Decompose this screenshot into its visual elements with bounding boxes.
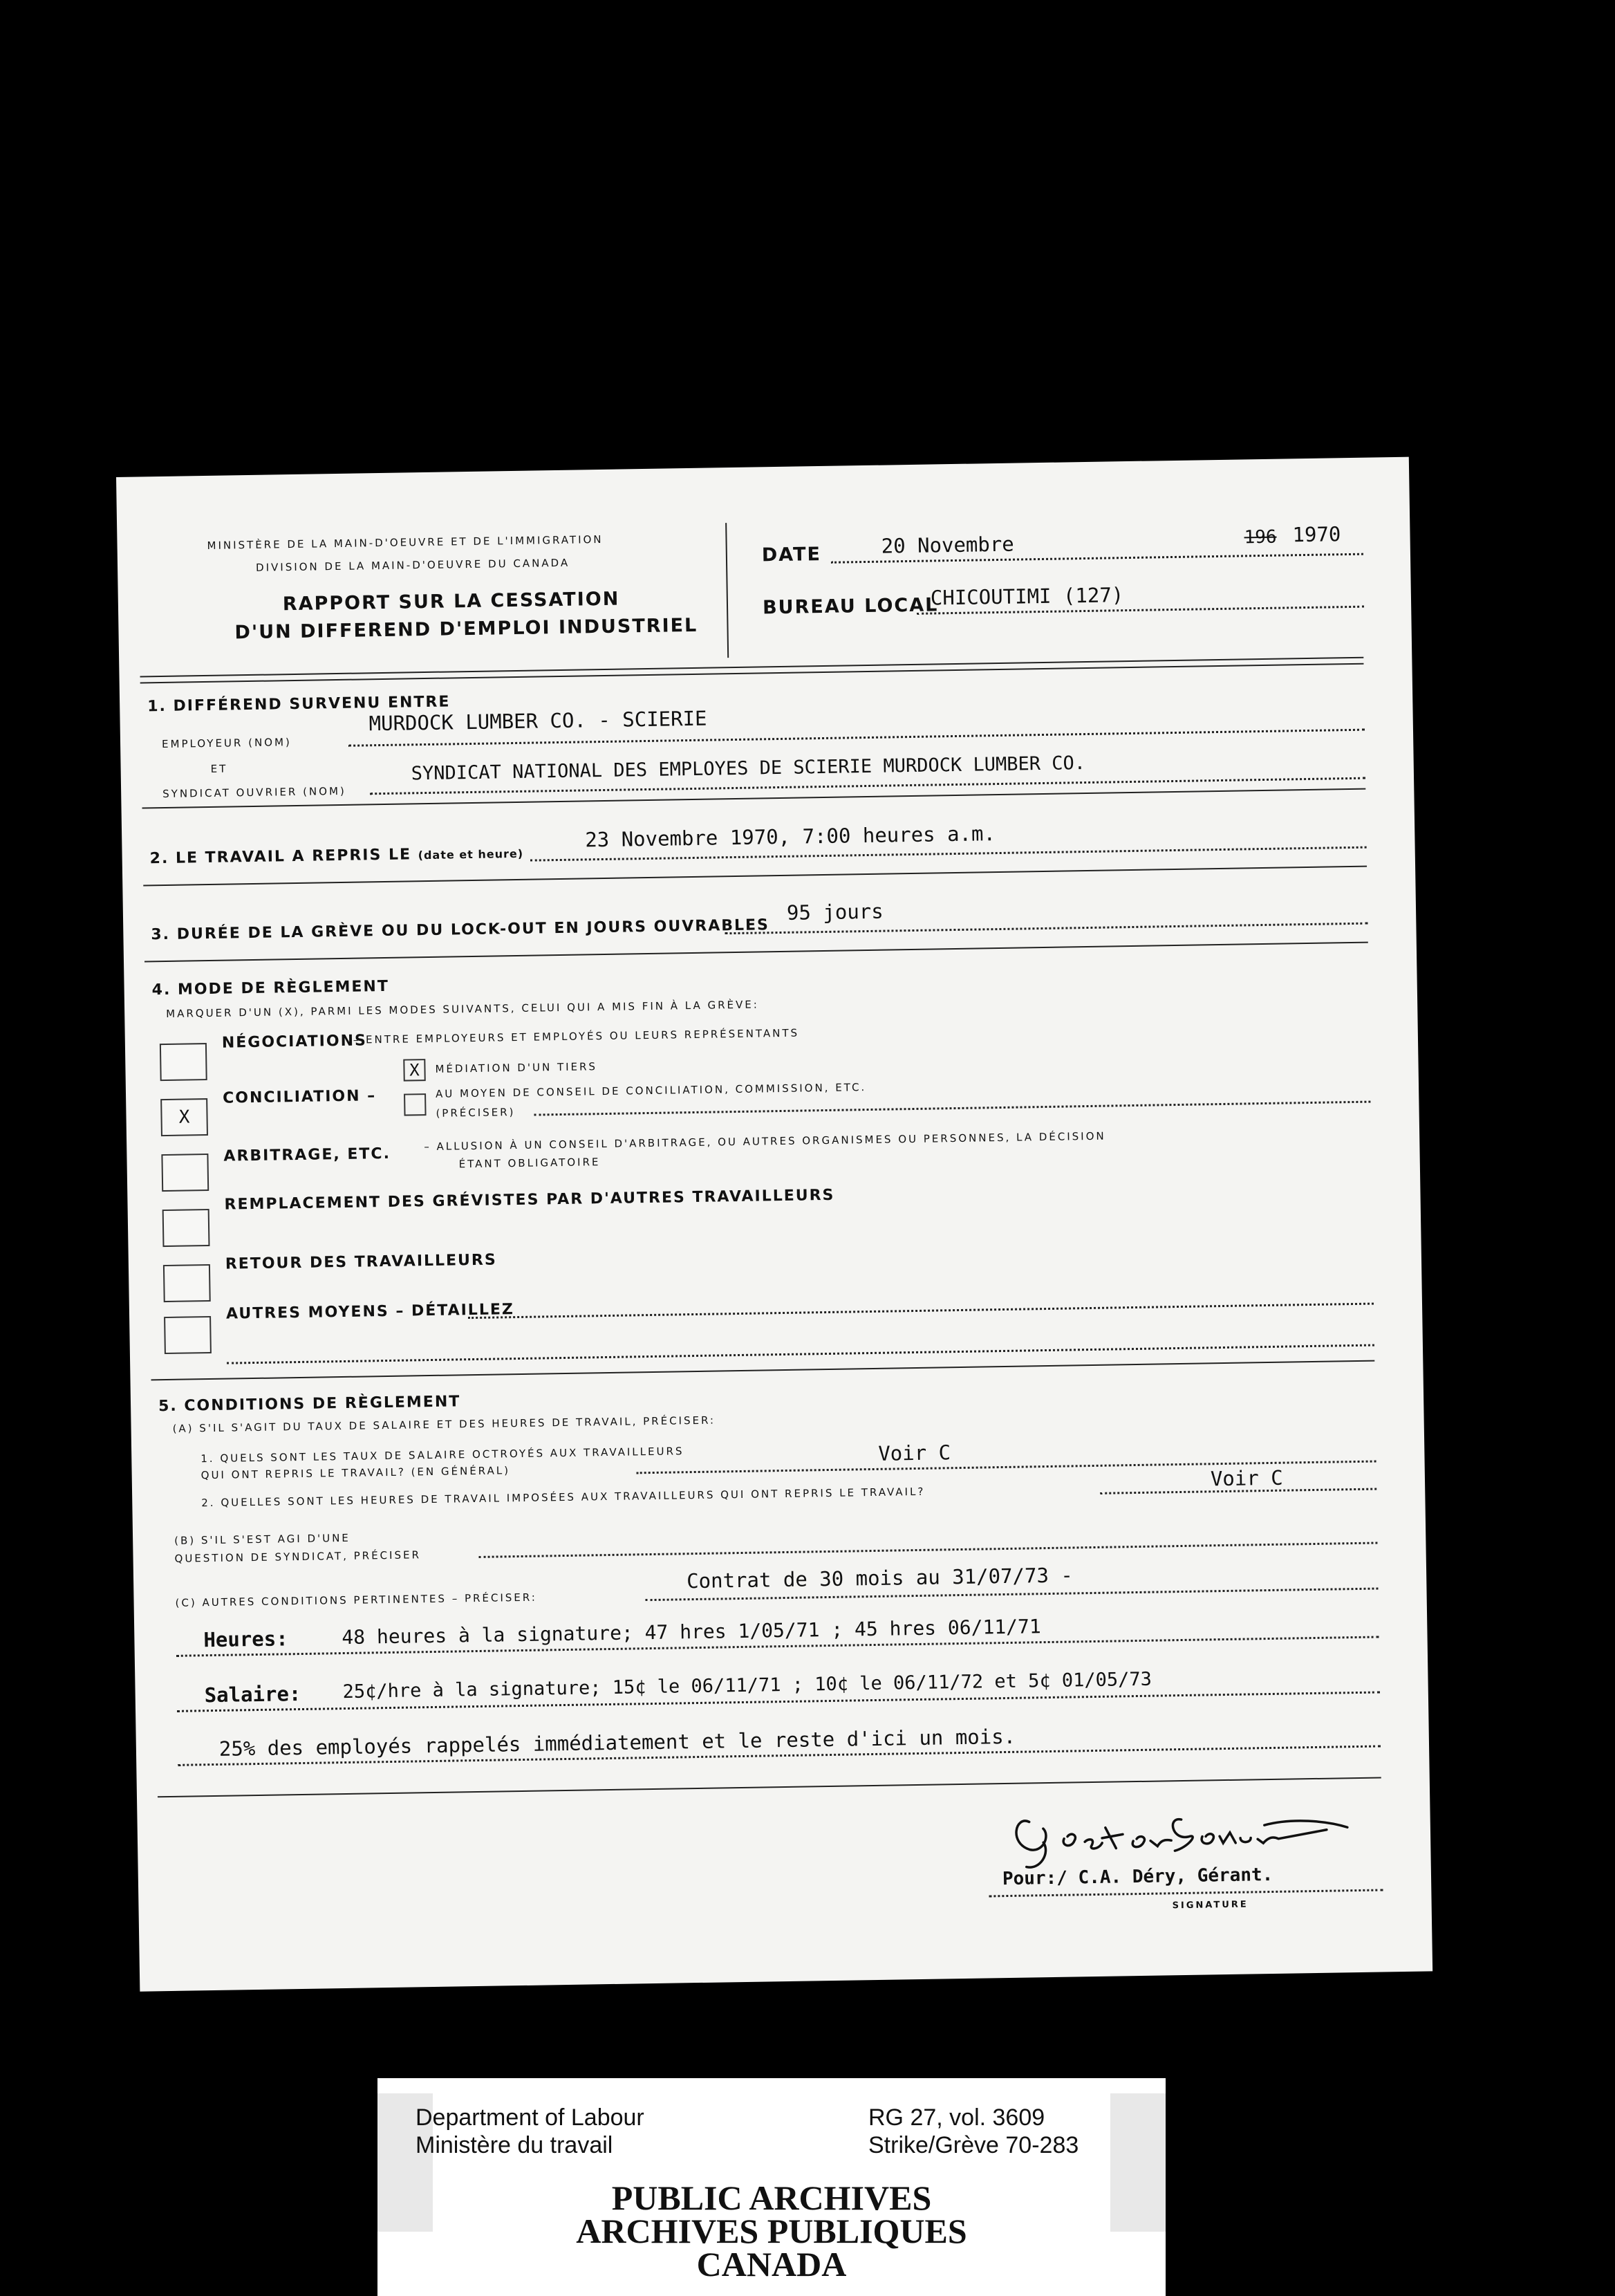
section1-label: 1. DIFFÉREND SURVENU ENTRE [147,693,451,716]
section5-b-line1: (B) S'IL S'EST AGI D'UNE [174,1531,351,1547]
strike-report-form [116,457,1432,1992]
heures-value: 48 heures à la signature; 47 hres 1/05/71 ; 45 hres 06/11/71 [342,1615,1041,1649]
year-value: 1970 [1292,522,1341,547]
retour-label: RETOUR DES TRAVAILLEURS [225,1251,497,1273]
archive-stamp [377,2078,1166,2296]
section2-label: 2. LE TRAVAIL A REPRIS LE (date et heure) [149,846,524,868]
b-dotted-line [479,1542,1378,1558]
signature-dotted-line [989,1889,1383,1897]
salaire-label: Salaire: [204,1682,301,1707]
et-label: ET [210,762,228,775]
section4-rule [151,1360,1374,1381]
employer-value: MURDOCK LUMBER CO. - SCIERIE [368,706,707,736]
form-title-line1: RAPPORT SUR LA CESSATION [282,588,620,615]
strike-duration-value: 95 jours [786,899,884,925]
section3-dotted-line [725,923,1367,935]
employer-label: EMPLOYEUR (NOM) [161,736,292,751]
union-label: SYNDICAT OUVRIER (NOM) [162,784,346,800]
mediation-checkbox: X [403,1059,425,1081]
signature-label: SIGNATURE [1172,1899,1249,1911]
negociations-desc: – ENTRE EMPLOYEURS ET EMPLOYÉS OU LEURS REPRÉSENTANTS [353,1026,800,1046]
bureau-value: CHICOUTIMI (127) [930,583,1124,610]
conciliation-label: CONCILIATION – [222,1087,377,1107]
section5-b-line2: QUESTION DE SYNDICAT, PRÉCISER [174,1548,422,1565]
mediation-label: MÉDIATION D'UN TIERS [435,1060,598,1075]
section5-a1-line1: 1. QUELS SONT LES TAUX DE SALAIRE OCTROYÉS AUX TRAVAILLEURS [200,1445,684,1465]
section5-label: 5. CONDITIONS DE RÈGLEMENT [158,1393,461,1416]
section3-label: 3. DURÉE DE LA GRÈVE OU DU LOCK-OUT EN JOURS OUVRABLES [151,916,770,944]
arbitrage-label: ARBITRAGE, ETC. [223,1145,391,1165]
public-archives-en: PUBLIC ARCHIVES [611,2178,932,2217]
arbitrage-checkbox [161,1154,209,1192]
section5-a2-label: 2. QUELLES SONT LES HEURES DE TRAVAIL IMPOSÉES AUX TRAVAILLEURS QUI ONT REPRIS LE TRAVAIL? [201,1485,926,1510]
date-label: DATE [761,543,822,566]
conseil-dotted-line [534,1101,1371,1116]
retour-checkbox [163,1264,211,1302]
canada-label: CANADA [696,2245,847,2284]
negociations-checkbox [160,1043,207,1081]
section4-instruction: MARQUER D'UN (X), PARMI LES MODES SUIVANTS, CELUI QUI A MIS FIN À LA GRÈVE: [166,998,760,1020]
autres-dotted-line-2 [227,1344,1374,1364]
section5-c-label: (C) AUTRES CONDITIONS PERTINENTES – PRÉCISER: [175,1591,538,1609]
date-value: 20 Novembre [881,532,1015,558]
conseil-label: AU MOYEN DE CONSEIL DE CONCILIATION, COMMISSION, ETC. [435,1081,867,1100]
section4-label: 4. MODE DE RÈGLEMENT [151,977,390,999]
salary-rate-value: Voir C [878,1441,951,1465]
autres-label: AUTRES MOYENS – DÉTAILLEZ [225,1301,515,1323]
conciliation-checkbox: X [160,1098,208,1136]
dept-fr: Ministère du travail [416,2132,613,2158]
section3-rule [144,942,1368,963]
autres-dotted-line-1 [468,1303,1374,1320]
form-title-line2: D'UN DIFFEREND D'EMPLOI INDUSTRIEL [234,614,698,644]
section5-a1-line2: QUI ONT REPRIS LE TRAVAIL? (EN GÉNÉRAL) [200,1464,511,1482]
work-resumed-value: 23 Novembre 1970, 7:00 heures a.m. [585,822,996,852]
conseil-checkbox [404,1093,426,1115]
remplacement-checkbox [162,1209,210,1247]
ministry-name: MINISTÈRE DE LA MAIN-D'OEUVRE ET DE L'IMMIGRATION [207,533,604,552]
archive-ref: RG 27, vol. 3609 [868,2104,1045,2131]
header-divider [725,523,729,658]
printed-year-prefix: 196 [1244,526,1277,548]
contract-value: Contrat de 30 mois au 31/07/73 - [686,1563,1074,1593]
salaire-value: 25¢/hre à la signature; 15¢ le 06/11/71 ; 10¢ le 06/11/72 et 5¢ 01/05/73 [342,1668,1152,1703]
arbitrage-desc2: ÉTANT OBLIGATOIRE [458,1156,601,1171]
union-value: SYNDICAT NATIONAL DES EMPLOYES DE SCIERIE MURDOCK LUMBER CO. [411,752,1086,785]
autres-checkbox [164,1316,212,1354]
rappel-value: 25% des employés rappelés immédiatement et le reste d'ici un mois. [218,1724,1016,1761]
division-name: DIVISION DE LA MAIN-D'OEUVRE DU CANADA [255,556,570,574]
signed-for: Pour:/ C.A. Déry, Gérant. [1002,1864,1273,1890]
bureau-label: BUREAU LOCAL [762,594,939,619]
preciser-label: (PRÉCISER) [436,1106,516,1120]
strike-number: Strike/Grève 70-283 [868,2132,1079,2158]
arbitrage-desc1: – ALLUSION À UN CONSEIL D'ARBITRAGE, OU AUTRES ORGANISMES OU PERSONNES, LA DÉCISION [424,1129,1106,1154]
section2-rule [143,866,1367,887]
heures-label: Heures: [203,1627,288,1652]
negociations-label: NÉGOCIATIONS [221,1032,368,1052]
section5-a-label: (A) S'IL S'AGIT DU TAUX DE SALAIRE ET DES HEURES DE TRAVAIL, PRÉCISER: [172,1414,716,1435]
remplacement-label: REMPLACEMENT DES GRÉVISTES PAR D'AUTRES TRAVAILLEURS [224,1186,835,1214]
work-hours-value: Voir C [1210,1465,1283,1491]
section5-rule [158,1777,1381,1797]
dept-en: Department of Labour [416,2104,644,2131]
public-archives-fr: ARCHIVES PUBLIQUES [576,2212,967,2250]
